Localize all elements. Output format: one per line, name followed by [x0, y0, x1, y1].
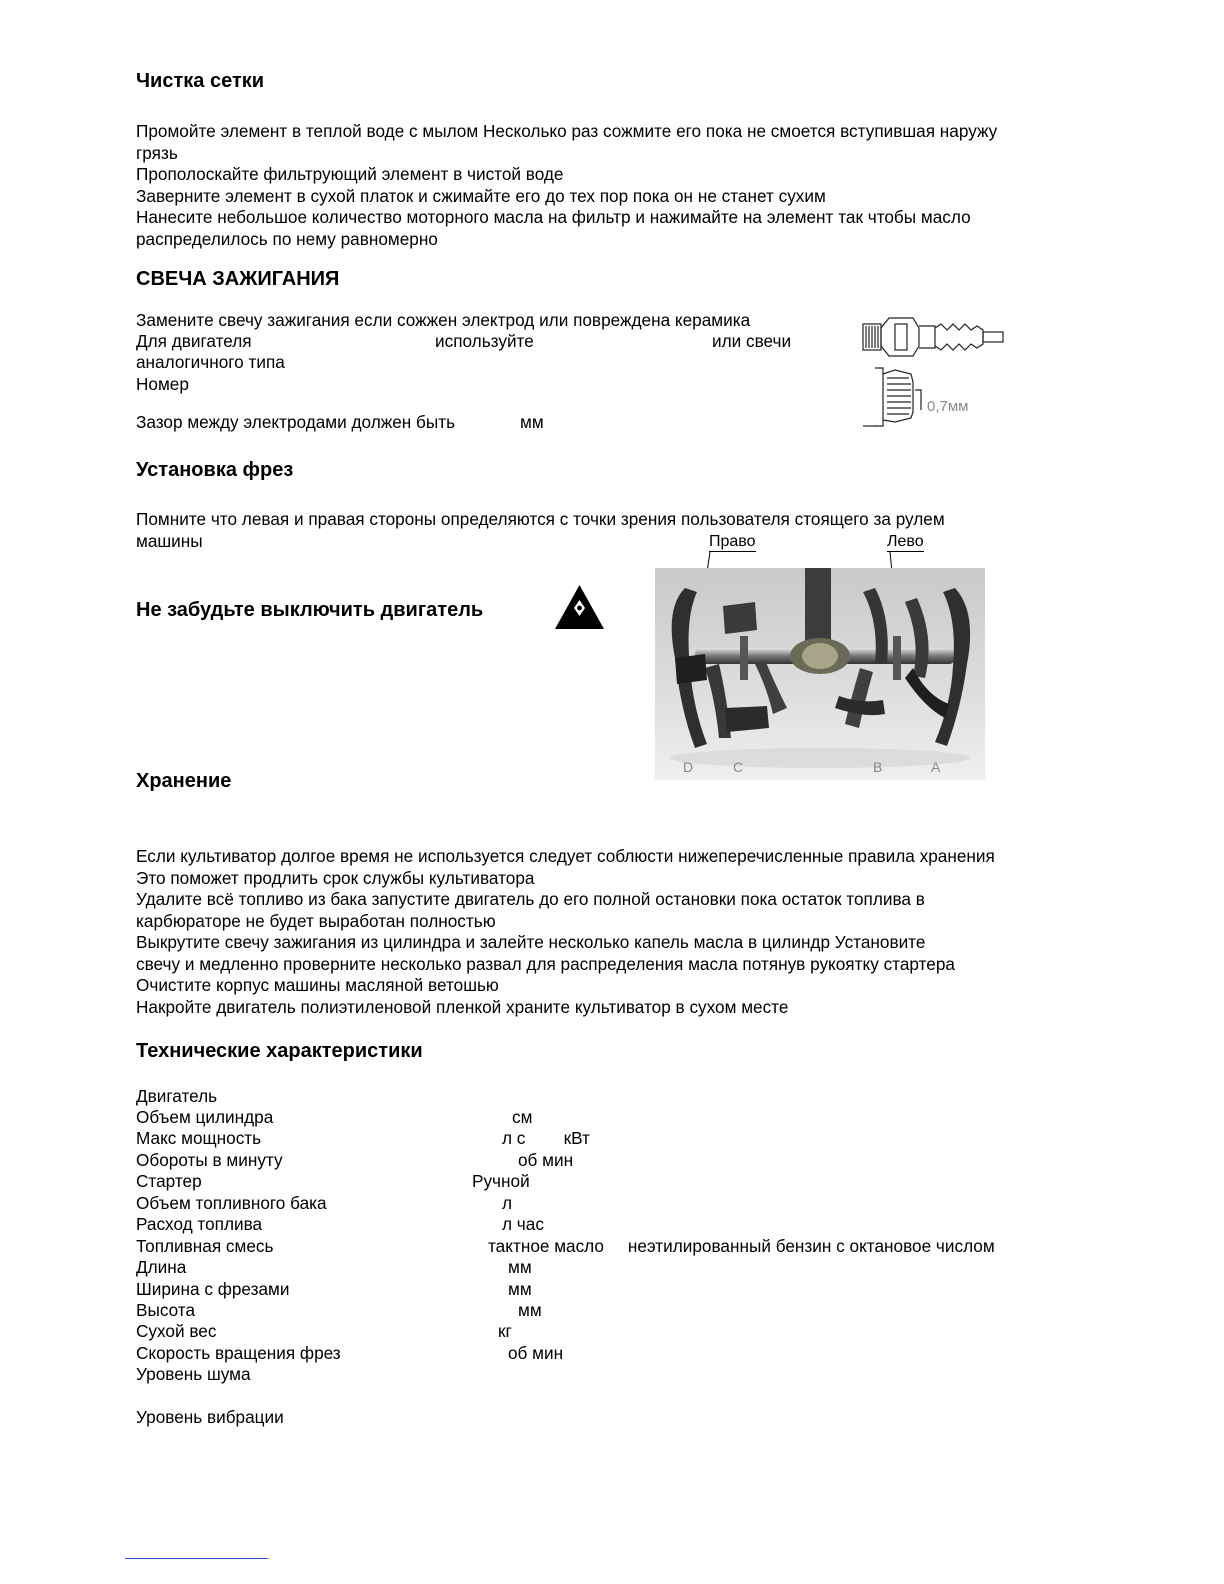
spec-value: мм	[518, 1300, 542, 1320]
spec-value: л с кВт	[502, 1128, 590, 1148]
spec-label: Уровень шума	[136, 1364, 251, 1384]
spark-line-2c: или свечи	[712, 331, 792, 351]
cleaning-line: Прополоскайте фильтрующий элемент в чистой воде	[136, 164, 564, 184]
spec-label: Высота	[136, 1300, 196, 1320]
cleaning-text	[136, 121, 997, 250]
tillers-line-2: машины	[136, 531, 203, 551]
storage-line: свечу и медленно проверните несколько развал для распределения масла потянув рукоятку стартера	[136, 953, 955, 974]
spec-label: Двигатель	[136, 1086, 218, 1106]
spark-line-3: аналогичного типа	[136, 352, 285, 372]
spec-label: Сухой вес	[136, 1321, 217, 1341]
storage-line: Выкрутите свечу зажигания из цилиндра и залейте несколько капель масла в цилиндр Установите	[136, 932, 926, 952]
spec-value: см	[512, 1107, 533, 1127]
spark-line-2a: Для двигателя	[136, 331, 252, 351]
spec-label: Макс мощность	[136, 1128, 262, 1148]
photo-letter-d: D	[683, 759, 694, 775]
tiller-photo	[655, 568, 985, 780]
section-title-spark: СВЕЧА ЗАЖИГАНИЯ	[136, 268, 340, 290]
label-left: Лево	[887, 533, 924, 550]
spec-label: Расход топлива	[136, 1214, 263, 1234]
storage-line: Накройте двигатель полиэтиленовой пленкой храните культиватор в сухом месте	[136, 996, 789, 1017]
spark-gap-text: Зазор между электродами должен быть	[136, 412, 456, 432]
spec-label: Ширина с фрезами	[136, 1279, 290, 1299]
storage-line: Это поможет продлить срок службы культиватора	[136, 867, 535, 888]
warning-icon	[553, 583, 606, 631]
spec-label: Объем цилиндра	[136, 1107, 274, 1127]
photo-letter-c: C	[733, 759, 744, 775]
photo-letter-a: A	[931, 759, 941, 775]
spec-value: кг	[498, 1321, 512, 1341]
label-right: Право	[709, 533, 756, 550]
section-title-specs: Технические характеристики	[136, 1040, 423, 1062]
spark-line-1: Замените свечу зажигания если сожжен электрод или повреждена керамика	[136, 310, 751, 330]
section-title-cleaning: Чистка сетки	[136, 70, 265, 92]
cleaning-line: Заверните элемент в сухой платок и сжимайте его до тех пор пока он не станет сухим	[136, 185, 826, 206]
cleaning-line: распределилось по нему равномерно	[136, 228, 438, 249]
storage-line: Очистите корпус машины масляной ветошью	[136, 975, 499, 995]
spec-value: Ручной	[472, 1171, 530, 1191]
cleaning-line: Промойте элемент в теплой воде с мылом Несколько раз сожмите его пока не смоется вступившая наружу	[136, 121, 998, 141]
warning-title: Не забудьте выключить двигатель	[136, 599, 484, 621]
spark-gap-value: 0,7мм	[927, 398, 969, 415]
spark-gap-unit: мм	[520, 412, 544, 432]
spec-label: Обороты в минуту	[136, 1150, 283, 1170]
footnote-divider	[125, 1558, 268, 1559]
spec-value: об мин	[518, 1150, 574, 1170]
spec-value: л час	[502, 1214, 544, 1234]
storage-line: карбюраторе не будет выработан полностью	[136, 910, 496, 931]
spec-value: об мин	[508, 1343, 564, 1363]
spec-label: Стартер	[136, 1171, 202, 1191]
spec-label: Топливная смесь	[136, 1236, 274, 1256]
spec-label: Длина	[136, 1257, 187, 1277]
storage-text	[136, 846, 995, 1018]
spark-line-2b: используйте	[435, 331, 534, 351]
spec-label: Уровень вибрации	[136, 1407, 284, 1427]
storage-line: Удалите всё топливо из бака запустите двигатель до его полной остановки пока остаток топлива в	[136, 889, 925, 909]
spec-label: Скорость вращения фрез	[136, 1343, 341, 1363]
section-title-storage: Хранение	[136, 770, 232, 792]
spec-label: Объем топливного бака	[136, 1193, 327, 1213]
cleaning-line: грязь	[136, 142, 178, 163]
spec-value: мм	[508, 1257, 532, 1277]
spark-plug-diagram	[855, 310, 1015, 435]
spec-value: л	[502, 1193, 513, 1213]
spec-value: мм	[508, 1279, 532, 1299]
photo-letter-b: B	[873, 759, 883, 775]
section-title-tillers: Установка фрез	[136, 459, 294, 481]
tillers-line-1: Помните что левая и правая стороны определяются с точки зрения пользователя стоящего за рулем	[136, 509, 945, 529]
cleaning-line: Нанесите небольшое количество моторного масла на фильтр и нажимайте на элемент так чтобы масло	[136, 207, 971, 227]
storage-line: Если культиватор долгое время не используется следует соблюсти нижеперечисленные правила хранения	[136, 846, 995, 866]
spec-value: тактное масло неэтилированный бензин с октановое числом	[488, 1236, 995, 1256]
spark-line-4: Номер	[136, 374, 189, 394]
